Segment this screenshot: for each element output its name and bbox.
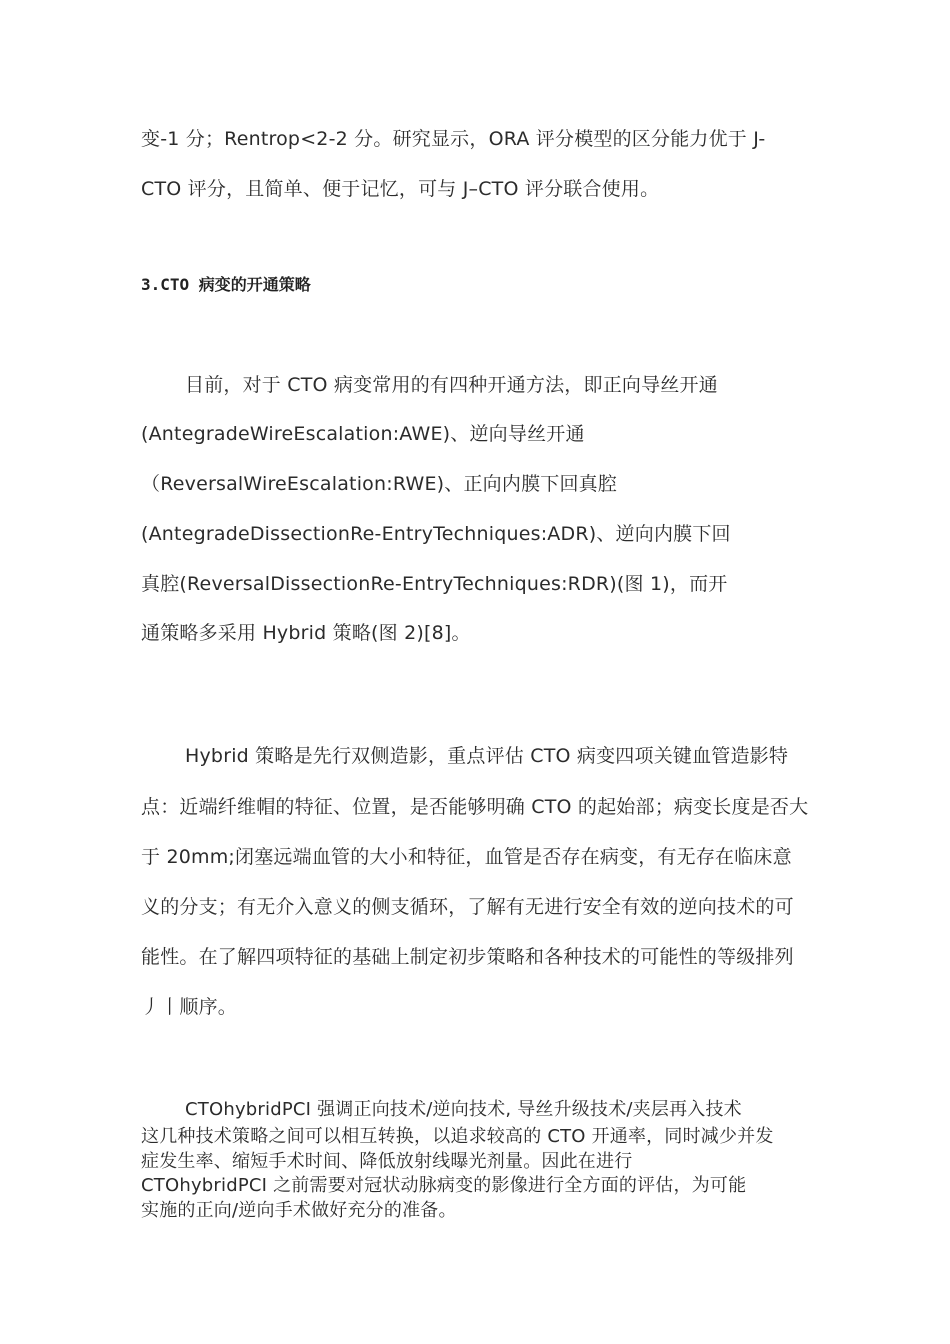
paragraph-line: CTO 评分，且简单、便于记忆，可与 J–CTO 评分联合使用。 <box>141 178 660 200</box>
paragraph-line: 丿丨顺序。 <box>141 996 238 1018</box>
paragraph-line: 实施的正向/逆向手术做好充分的准备。 <box>141 1200 457 1221</box>
paragraph-line: （ReversalWireEscalation:RWE)、正向内膜下回真腔 <box>141 473 618 495</box>
paragraph-line: 目前，对于 CTO 病变常用的有四种开通方法，即正向导丝开通 <box>185 374 718 396</box>
paragraph-line: 义的分支；有无介入意义的侧支循环，了解有无进行安全有效的逆向技术的可 <box>141 896 794 918</box>
paragraph-line: CTOhybridPCI 之前需要对冠状动脉病变的影像进行全方面的评估，为可能 <box>141 1175 747 1196</box>
paragraph-line: (AntegradeWireEscalation:AWE)、逆向导丝开通 <box>141 423 585 445</box>
paragraph-line: (AntegradeDissectionRe-EntryTechniques:ADR)、逆向内膜下回 <box>141 523 731 545</box>
paragraph-line: 变-1 分；Rentrop<2-2 分。研究显示，ORA 评分模型的区分能力优于 J- <box>141 128 766 150</box>
paragraph-line: 点：近端纤维帽的特征、位置，是否能够明确 CTO 的起始部；病变长度是否大 <box>141 796 809 818</box>
paragraph-line: 这几种技术策略之间可以相互转换，以追求较高的 CTO 开通率，同时减少并发 <box>141 1126 774 1147</box>
paragraph-line: 能性。在了解四项特征的基础上制定初步策略和各种技术的可能性的等级排列 <box>141 946 794 968</box>
paragraph-line: CTOhybridPCI 强调正向技术/逆向技术, 导丝升级技术/夹层再入技术 <box>185 1099 742 1120</box>
section-heading: 3.CTO 病变的开通策略 <box>141 275 311 294</box>
paragraph-line: Hybrid 策略是先行双侧造影，重点评估 CTO 病变四项关键血管造影特 <box>185 745 789 767</box>
paragraph-line: 真腔(ReversalDissectionRe-EntryTechniques:RDR)(图 1)，而开 <box>141 573 728 595</box>
paragraph-line: 症发生率、缩短手术时间、降低放射线曝光剂量。因此在进行 <box>141 1151 633 1172</box>
paragraph-line: 于 20mm;闭塞远端血管的大小和特征，血管是否存在病变，有无存在临床意 <box>141 846 792 868</box>
paragraph-line: 通策略多采用 Hybrid 策略(图 2)[8]。 <box>141 622 471 644</box>
